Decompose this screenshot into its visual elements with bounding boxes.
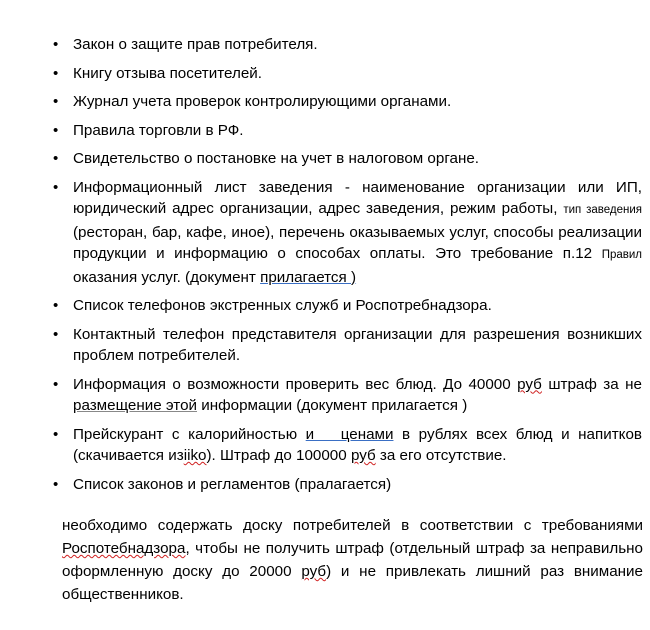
bullet-icon: • [53, 178, 59, 196]
list-item-text: Свидетельство о постановке на учет в налоговом органе. [73, 150, 480, 167]
spellcheck-word: Роспотебнадзора [62, 540, 186, 557]
board-paragraph [62, 514, 643, 606]
bullet-icon: • [53, 36, 59, 53]
list-item-text: Информация о возможности проверить вес блюд. До 40000 [73, 375, 511, 393]
bullet-icon: • [53, 93, 59, 110]
list-item-weight-check [0, 374, 650, 417]
underlined-text: и ценами [305, 425, 394, 443]
spellcheck-word: руб [517, 375, 542, 393]
spellcheck-word: iiko [183, 447, 207, 464]
list-item-text: (ресторан, бар, кафе, иное), перечень оказываемых услуг, способы реализации продукции и информацию о способах оплаты. Это требование п.12 [73, 223, 642, 262]
bullet-icon: • [53, 150, 59, 167]
bullet-icon: • [53, 475, 59, 493]
list-item-text: Контактный телефон представителя организации для разрешения возникших проблем потребителей. [73, 325, 642, 364]
list-item-text: Прейскурант с калорийностью [73, 425, 298, 443]
paragraph-text: , чтобы не получить штраф (отдельный штраф за неправильно оформленную доску до 20000 [62, 540, 643, 580]
list-item-trade-rules [0, 120, 650, 142]
bullet-icon: • [53, 64, 59, 82]
list-item-text: информации (документ прилагается ) [201, 397, 468, 414]
bullet-icon: • [53, 425, 59, 443]
underlined-text: размещение этой [73, 397, 198, 414]
bullet-icon: • [53, 325, 59, 343]
list-item-price-list [0, 424, 650, 467]
list-item-contact-phone [0, 324, 650, 367]
list-item-text: штраф за не [548, 375, 642, 393]
requirements-list [0, 34, 650, 502]
list-item-text: в рублях всех блюд и напитков (скачивается из [73, 425, 642, 464]
list-item-text: за его отсутствие. [379, 447, 507, 464]
list-item-consumer-law [0, 34, 650, 56]
list-item-text: Книгу отзыва посетителей. [73, 64, 262, 82]
list-item-laws-list [0, 474, 650, 496]
list-item-text: ). Штраф до 100000 [206, 447, 347, 464]
list-item-text: Список законов и регламентов (пралагается) [73, 475, 392, 493]
spellcheck-word: руб [350, 447, 376, 464]
spellcheck-word: руб [301, 563, 327, 580]
bullet-icon: • [53, 297, 59, 314]
list-item-text: Закон о защите прав потребителя. [73, 36, 318, 53]
list-item-text: Список телефонов экстренных служб и Роспотребнадзора. [73, 297, 492, 314]
list-item-text-small: Правил [601, 249, 642, 261]
bullet-icon: • [53, 121, 59, 139]
list-item-text-small: тип заведения [563, 204, 642, 216]
list-item-feedback-book [0, 63, 650, 85]
list-item-text: Правила торговли в РФ. [73, 121, 244, 139]
list-item-emergency-phones [0, 295, 650, 317]
list-item-text: Журнал учета проверок контролирующими органами. [73, 93, 452, 110]
list-item-tax-certificate [0, 148, 650, 170]
list-item-text: Информационный лист заведения - наименование организации или ИП, юридический адрес организации, адрес заведения, режим работы, [73, 178, 642, 217]
bullet-icon: • [53, 375, 59, 393]
paragraph-text: ) и не привлекать лишний раз внимание общественников. [62, 563, 643, 603]
list-item-inspection-journal [0, 91, 650, 113]
list-item-text: оказания услуг. (документ [73, 268, 256, 286]
list-item-info-sheet [0, 177, 650, 289]
document-link[interactable]: прилагается ) [260, 268, 357, 286]
paragraph-text: необходимо содержать доску потребителей в соответствии с требованиями [62, 517, 643, 534]
